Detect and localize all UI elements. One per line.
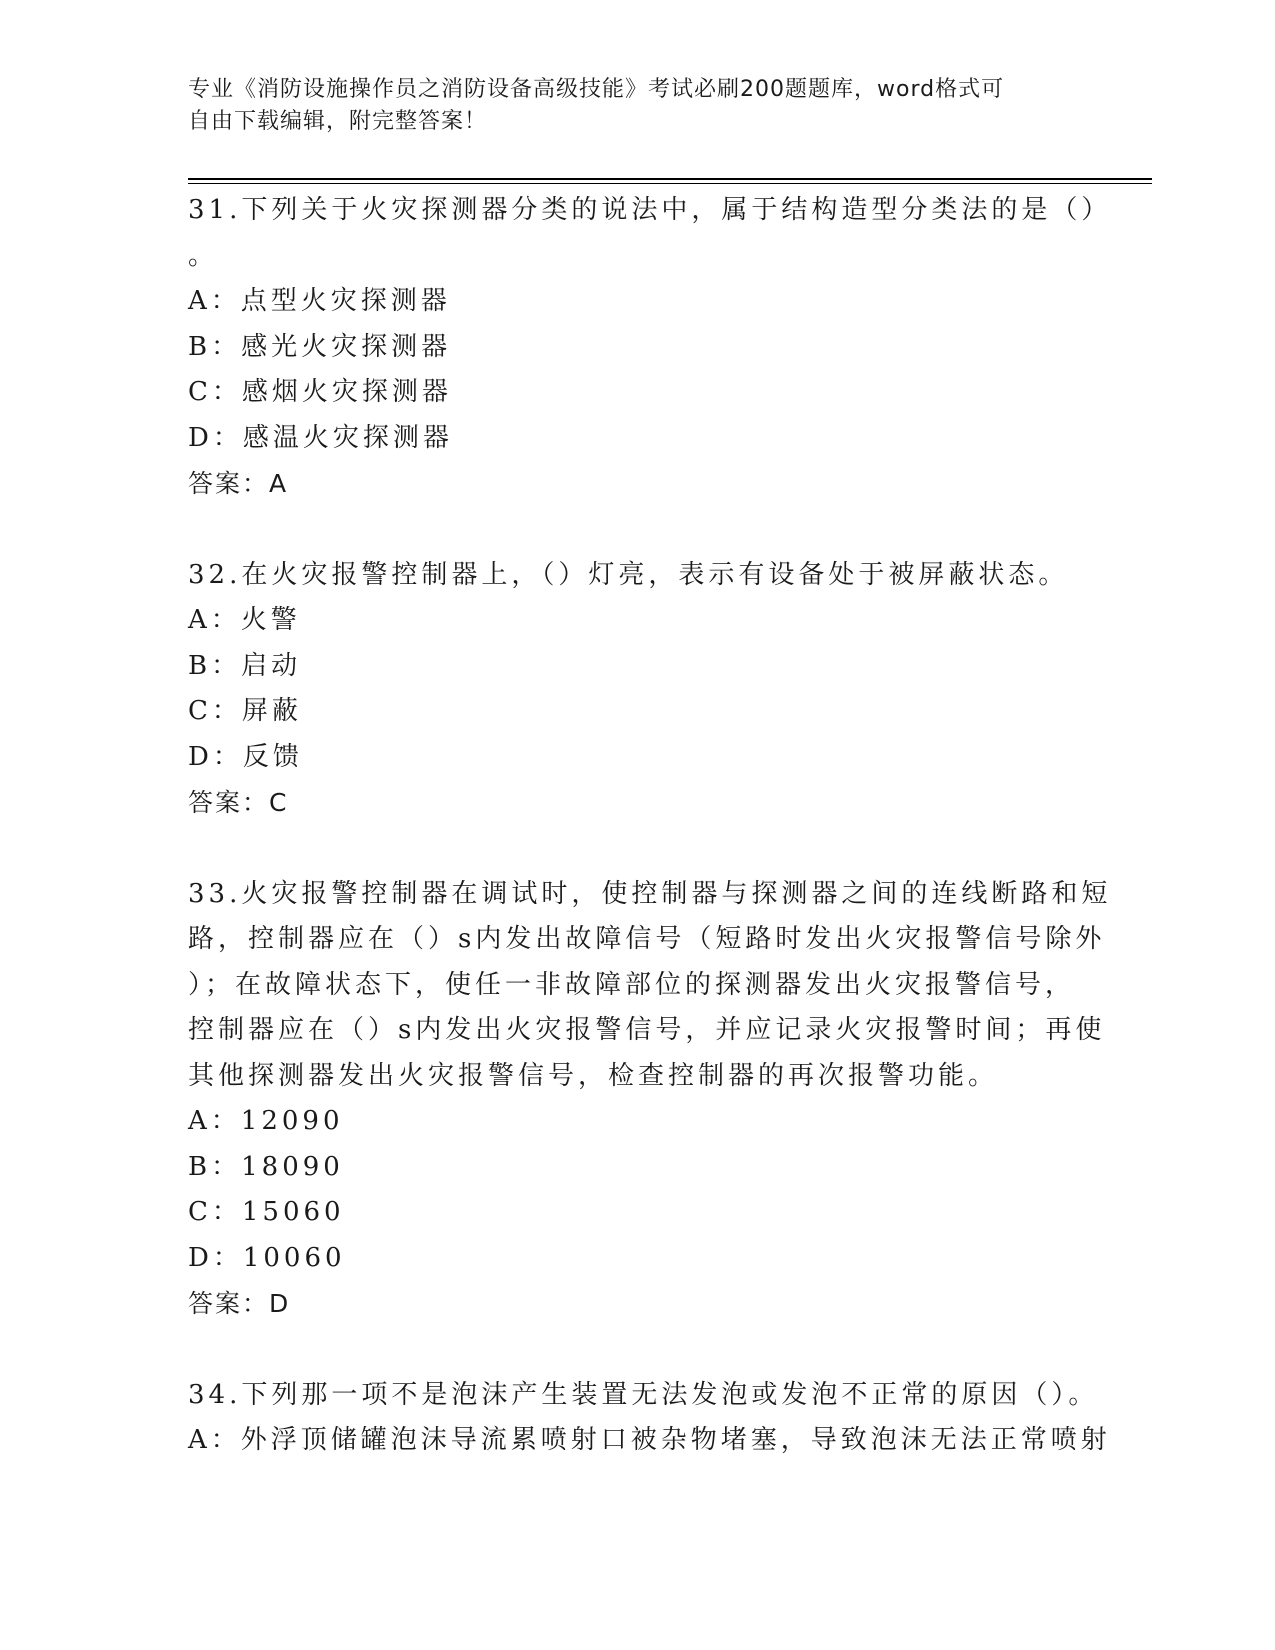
option-b: B：启动 — [188, 650, 302, 681]
stem-line: 31.下列关于火灾探测器分类的说法中，属于结构造型分类法的是（） — [188, 195, 1112, 225]
option-b: B：感光火灾探测器 — [188, 331, 452, 362]
option-a: A：火警 — [188, 605, 301, 635]
answer-line: 答案：D — [188, 1289, 291, 1318]
option-d: D：反馈 — [188, 741, 303, 772]
option-c: C：感烟火灾探测器 — [188, 377, 452, 407]
question-stem — [188, 872, 1112, 1100]
option-c: C：屏蔽 — [188, 696, 302, 726]
option-d: D：10060 — [188, 1242, 346, 1273]
stem-line: 34.下列那一项不是泡沫产生装置无法发泡或发泡不正常的原因（）。 — [188, 1379, 1099, 1410]
stem-line: ）；在故障状态下，使任一非故障部位的探测器发出火灾报警信号， — [188, 969, 1076, 1000]
question-34 — [188, 1373, 1111, 1464]
answer-line: 答案：C — [188, 788, 289, 817]
stem-line: 32.在火灾报警控制器上，（）灯亮，表示有设备处于被屏蔽状态。 — [188, 559, 1069, 590]
stem-line: 路，控制器应在（）s内发出故障信号（短路时发出火灾报警信号除外 — [188, 924, 1106, 954]
question-33 — [188, 872, 1112, 1327]
question-stem — [188, 553, 1088, 599]
stem-line: 。 — [188, 240, 219, 271]
header-divider-thin — [188, 183, 1152, 184]
option-b: B：18090 — [188, 1151, 344, 1182]
option-d: D：感温火灾探测器 — [188, 422, 453, 453]
question-stem — [188, 1373, 1099, 1419]
option-c: C：15060 — [188, 1197, 345, 1227]
option-a: A：12090 — [188, 1106, 344, 1136]
header-line-2: 自由下载编辑，附完整答案！ — [188, 109, 488, 134]
header-line-1: 专业《消防设施操作员之消防设备高级技能》考试必刷200题题库，word格式可 — [188, 77, 1005, 102]
stem-line: 其他探测器发出火灾报警信号，检查控制器的再次报警功能。 — [188, 1060, 999, 1091]
header-divider-thick — [188, 178, 1152, 180]
option-a: A：外浮顶储罐泡沫导流累喷射口被杂物堵塞，导致泡沫无法正常喷射 — [188, 1425, 1111, 1455]
question-32 — [188, 553, 1088, 826]
document-header — [188, 74, 1088, 138]
answer-line: 答案：A — [188, 469, 289, 498]
option-a: A：点型火灾探测器 — [188, 286, 451, 316]
stem-line: 控制器应在（）s内发出火灾报警信号，并应记录火灾报警时间；再使 — [188, 1015, 1106, 1045]
question-list — [188, 188, 1112, 1510]
question-stem — [188, 188, 1112, 279]
question-31 — [188, 188, 1112, 507]
stem-line: 33.火灾报警控制器在调试时，使控制器与探测器之间的连线断路和短 — [188, 878, 1112, 909]
